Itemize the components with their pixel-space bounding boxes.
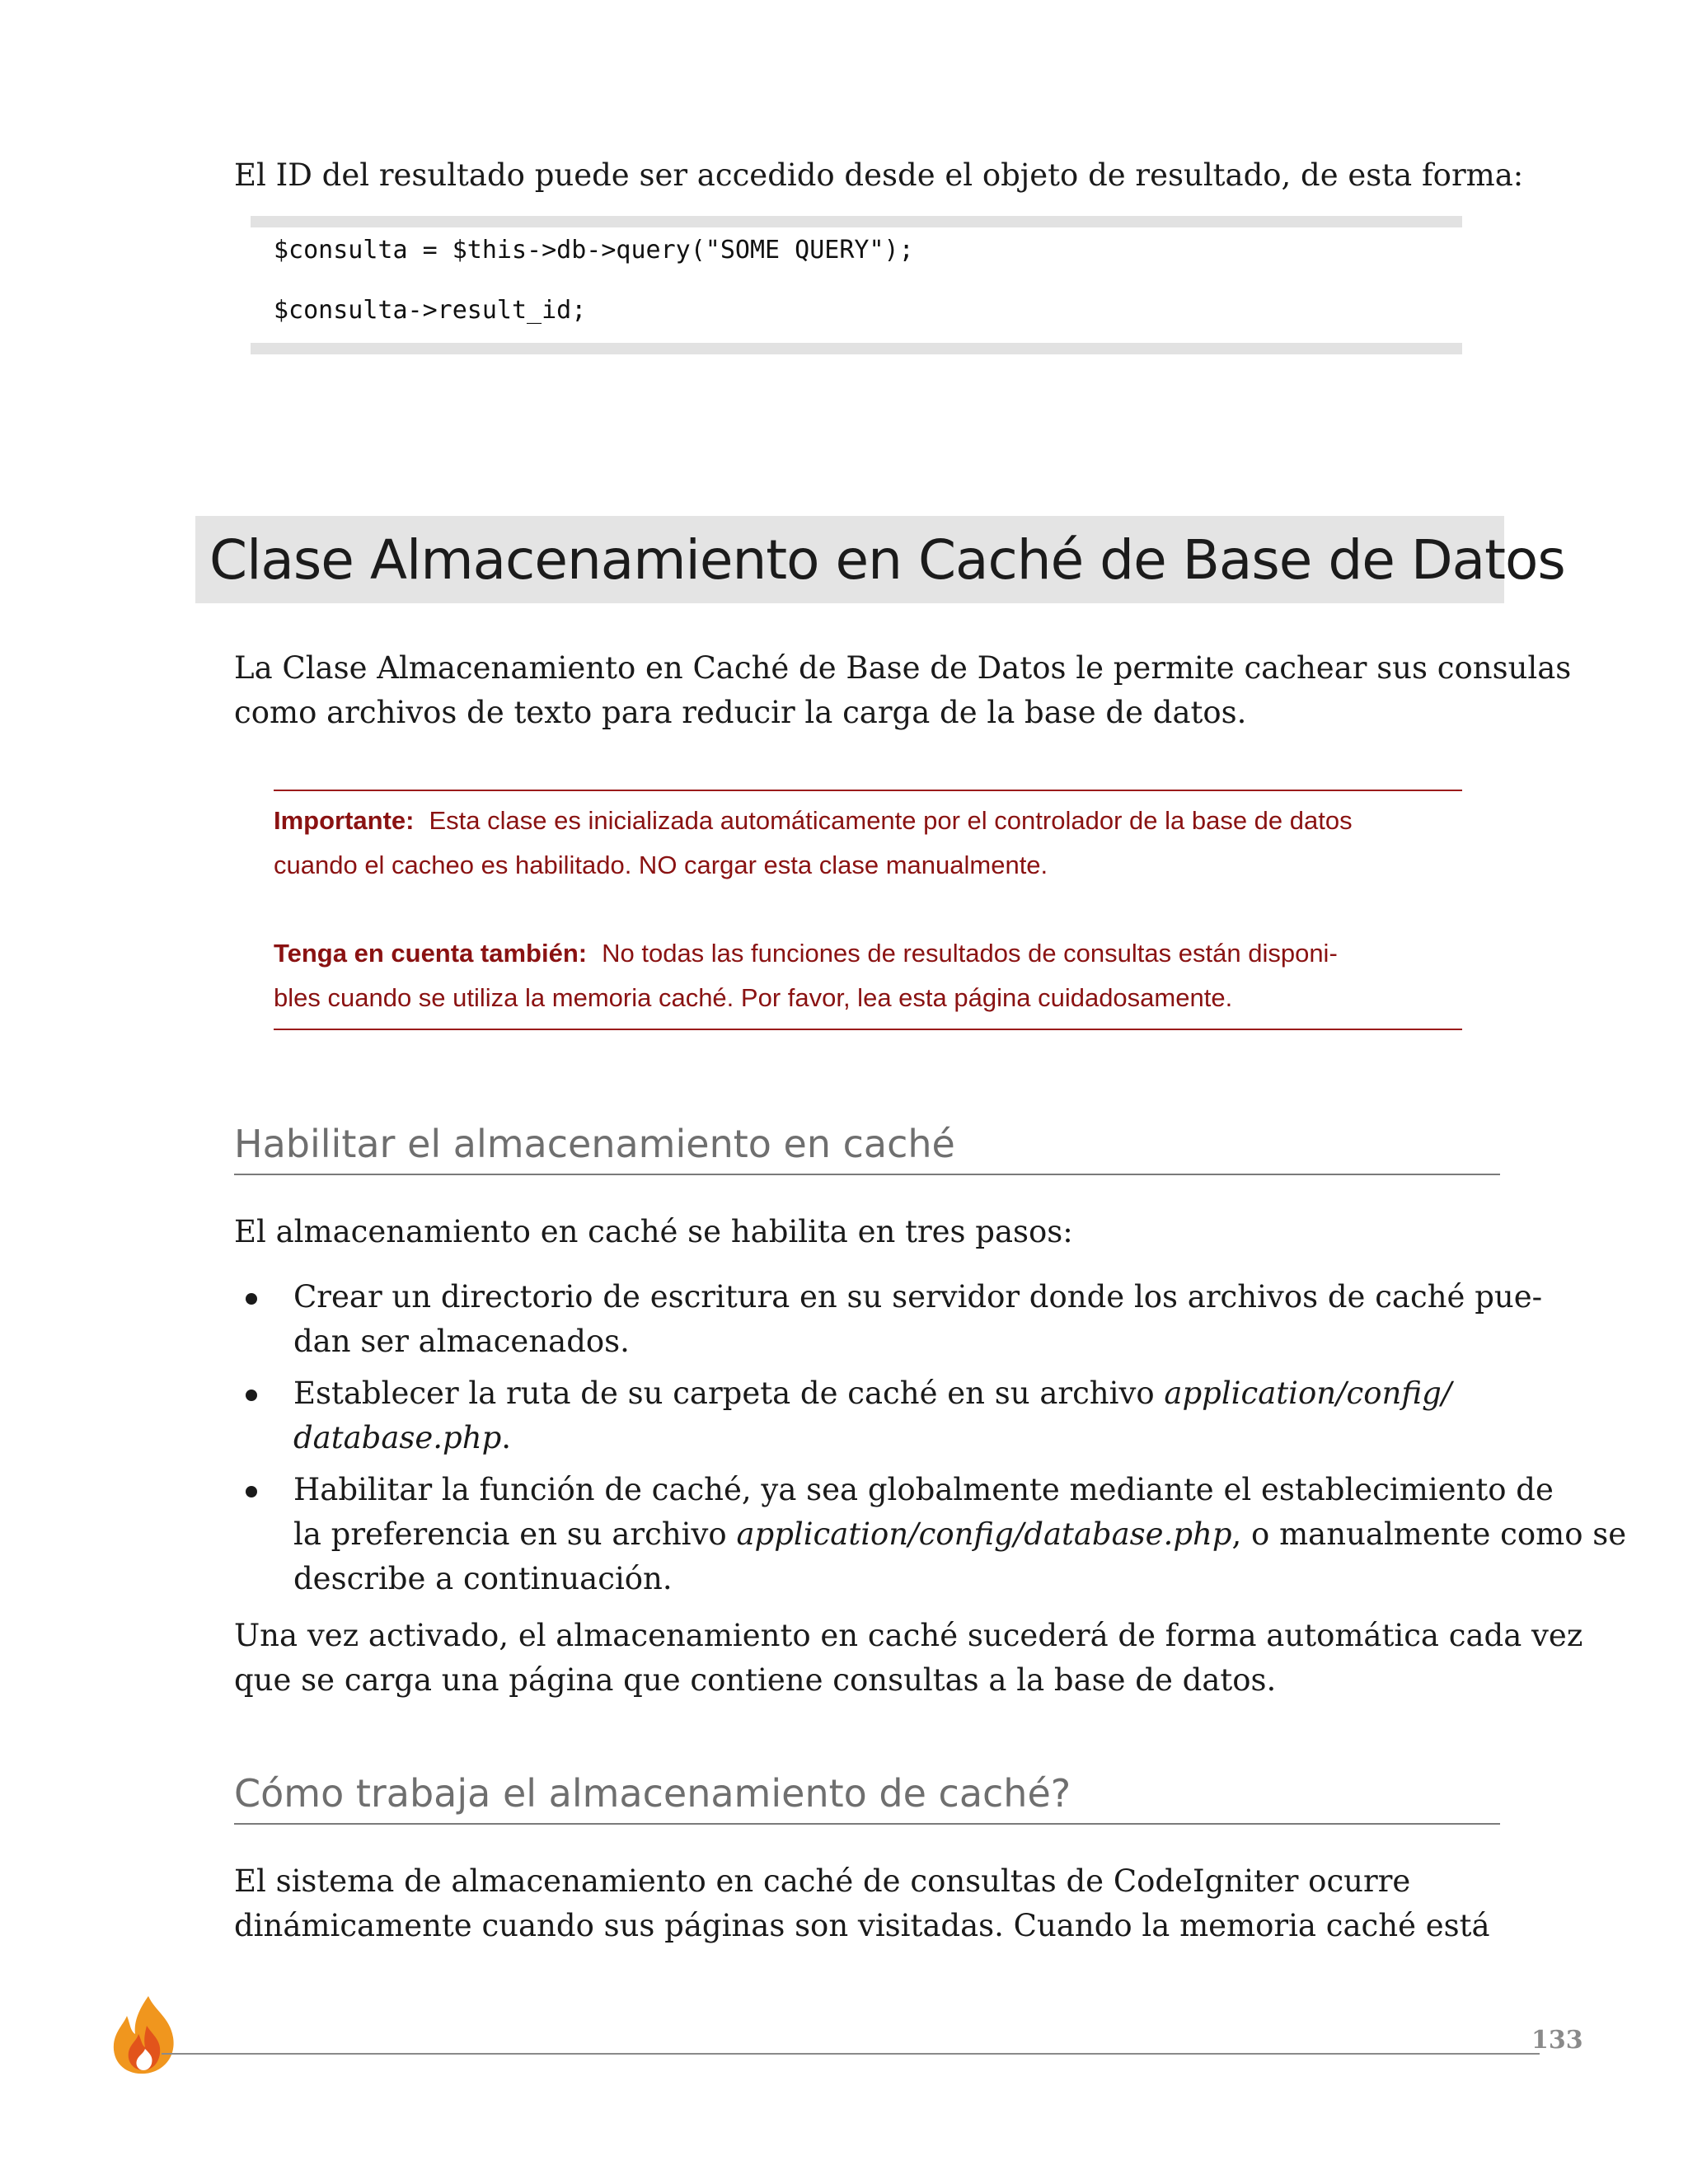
enable-heading: Habilitar el almacenamiento en caché xyxy=(234,1122,955,1166)
bullet-2-line-1 xyxy=(293,1371,1451,1416)
also-note-line-1 xyxy=(274,937,1338,970)
section-intro-line-2: como archivos de texto para reducir la carga de la base de datos. xyxy=(234,695,1247,730)
flame-logo-icon xyxy=(106,1993,185,2077)
enable-closing-line-1: Una vez activado, el almacenamiento en caché sucederá de forma automática cada vez xyxy=(234,1618,1583,1653)
bullet-3-line-3: describe a continuación. xyxy=(293,1561,673,1596)
intro-paragraph: El ID del resultado puede ser accedido desde el objeto de resultado, de esta forma: xyxy=(234,157,1524,193)
enable-closing-line-2: que se carga una página que contiene consultas a la base de datos. xyxy=(234,1662,1277,1698)
bullet-1-line-1: Crear un directorio de escritura en su servidor donde los archivos de caché pue- xyxy=(293,1279,1543,1315)
bullet-1-line-2: dan ser almacenados. xyxy=(293,1324,630,1359)
bullet-2-period: . xyxy=(501,1420,512,1455)
how-heading-rule xyxy=(234,1823,1500,1825)
section-intro-line-1: La Clase Almacenamiento en Caché de Base de Datos le permite cachear sus consulas xyxy=(234,650,1572,686)
page-number: 133 xyxy=(1531,2026,1583,2055)
section-title: Clase Almacenamiento en Caché de Base de Datos xyxy=(209,528,1565,592)
code-line-2: $consulta->result_id; xyxy=(274,296,587,325)
bullet-3-line-2 xyxy=(293,1512,1626,1557)
important-note-line-2: cuando el cacheo es habilitado. NO cargar esta clase manualmente. xyxy=(274,851,1048,879)
how-line-1: El sistema de almacenamiento en caché de consultas de CodeIgniter ocurre xyxy=(234,1863,1411,1899)
important-label: Importante: xyxy=(274,806,415,835)
bullet-2-line-2 xyxy=(293,1416,511,1460)
enable-heading-rule xyxy=(234,1174,1500,1175)
bullet-3-text: la preferencia en su archivo xyxy=(293,1516,737,1552)
also-note-line-2: bles cuando se utiliza la memoria caché. Por favor, lea esta página cuidadosamente. xyxy=(274,983,1233,1012)
bullet-3-path: application/config/database.php xyxy=(736,1516,1232,1552)
important-note-line-1 xyxy=(274,804,1353,837)
bullet-2-path: application/config/ xyxy=(1164,1376,1452,1411)
bullet-3-rest: , o manualmente como se xyxy=(1231,1516,1627,1552)
bullet-2-filename: database.php xyxy=(293,1420,502,1455)
bullet-dot-3 xyxy=(246,1486,257,1497)
enable-lead: El almacenamiento en caché se habilita en tres pasos: xyxy=(234,1214,1073,1249)
important-text-1: Esta clase es inicializada automáticamente por el controlador de la base de datos xyxy=(429,806,1353,835)
bullet-dot-2 xyxy=(246,1390,257,1401)
bullet-2-text: Establecer la ruta de su carpeta de caché en su archivo xyxy=(293,1376,1165,1411)
bullet-dot-1 xyxy=(246,1293,257,1305)
bullet-3-line-1: Habilitar la función de caché, ya sea globalmente mediante el establecimiento de xyxy=(293,1472,1554,1507)
footer-rule xyxy=(162,2053,1540,2055)
how-heading: Cómo trabaja el almacenamiento de caché? xyxy=(234,1771,1071,1816)
also-label: Tenga en cuenta también: xyxy=(274,939,588,968)
code-line-1: $consulta = $this->db->query("SOME QUERY"); xyxy=(274,236,914,265)
also-text-1: No todas las funciones de resultados de consultas están disponi- xyxy=(602,939,1338,968)
how-line-2: dinámicamente cuando sus páginas son visitadas. Cuando la memoria caché está xyxy=(234,1908,1490,1943)
